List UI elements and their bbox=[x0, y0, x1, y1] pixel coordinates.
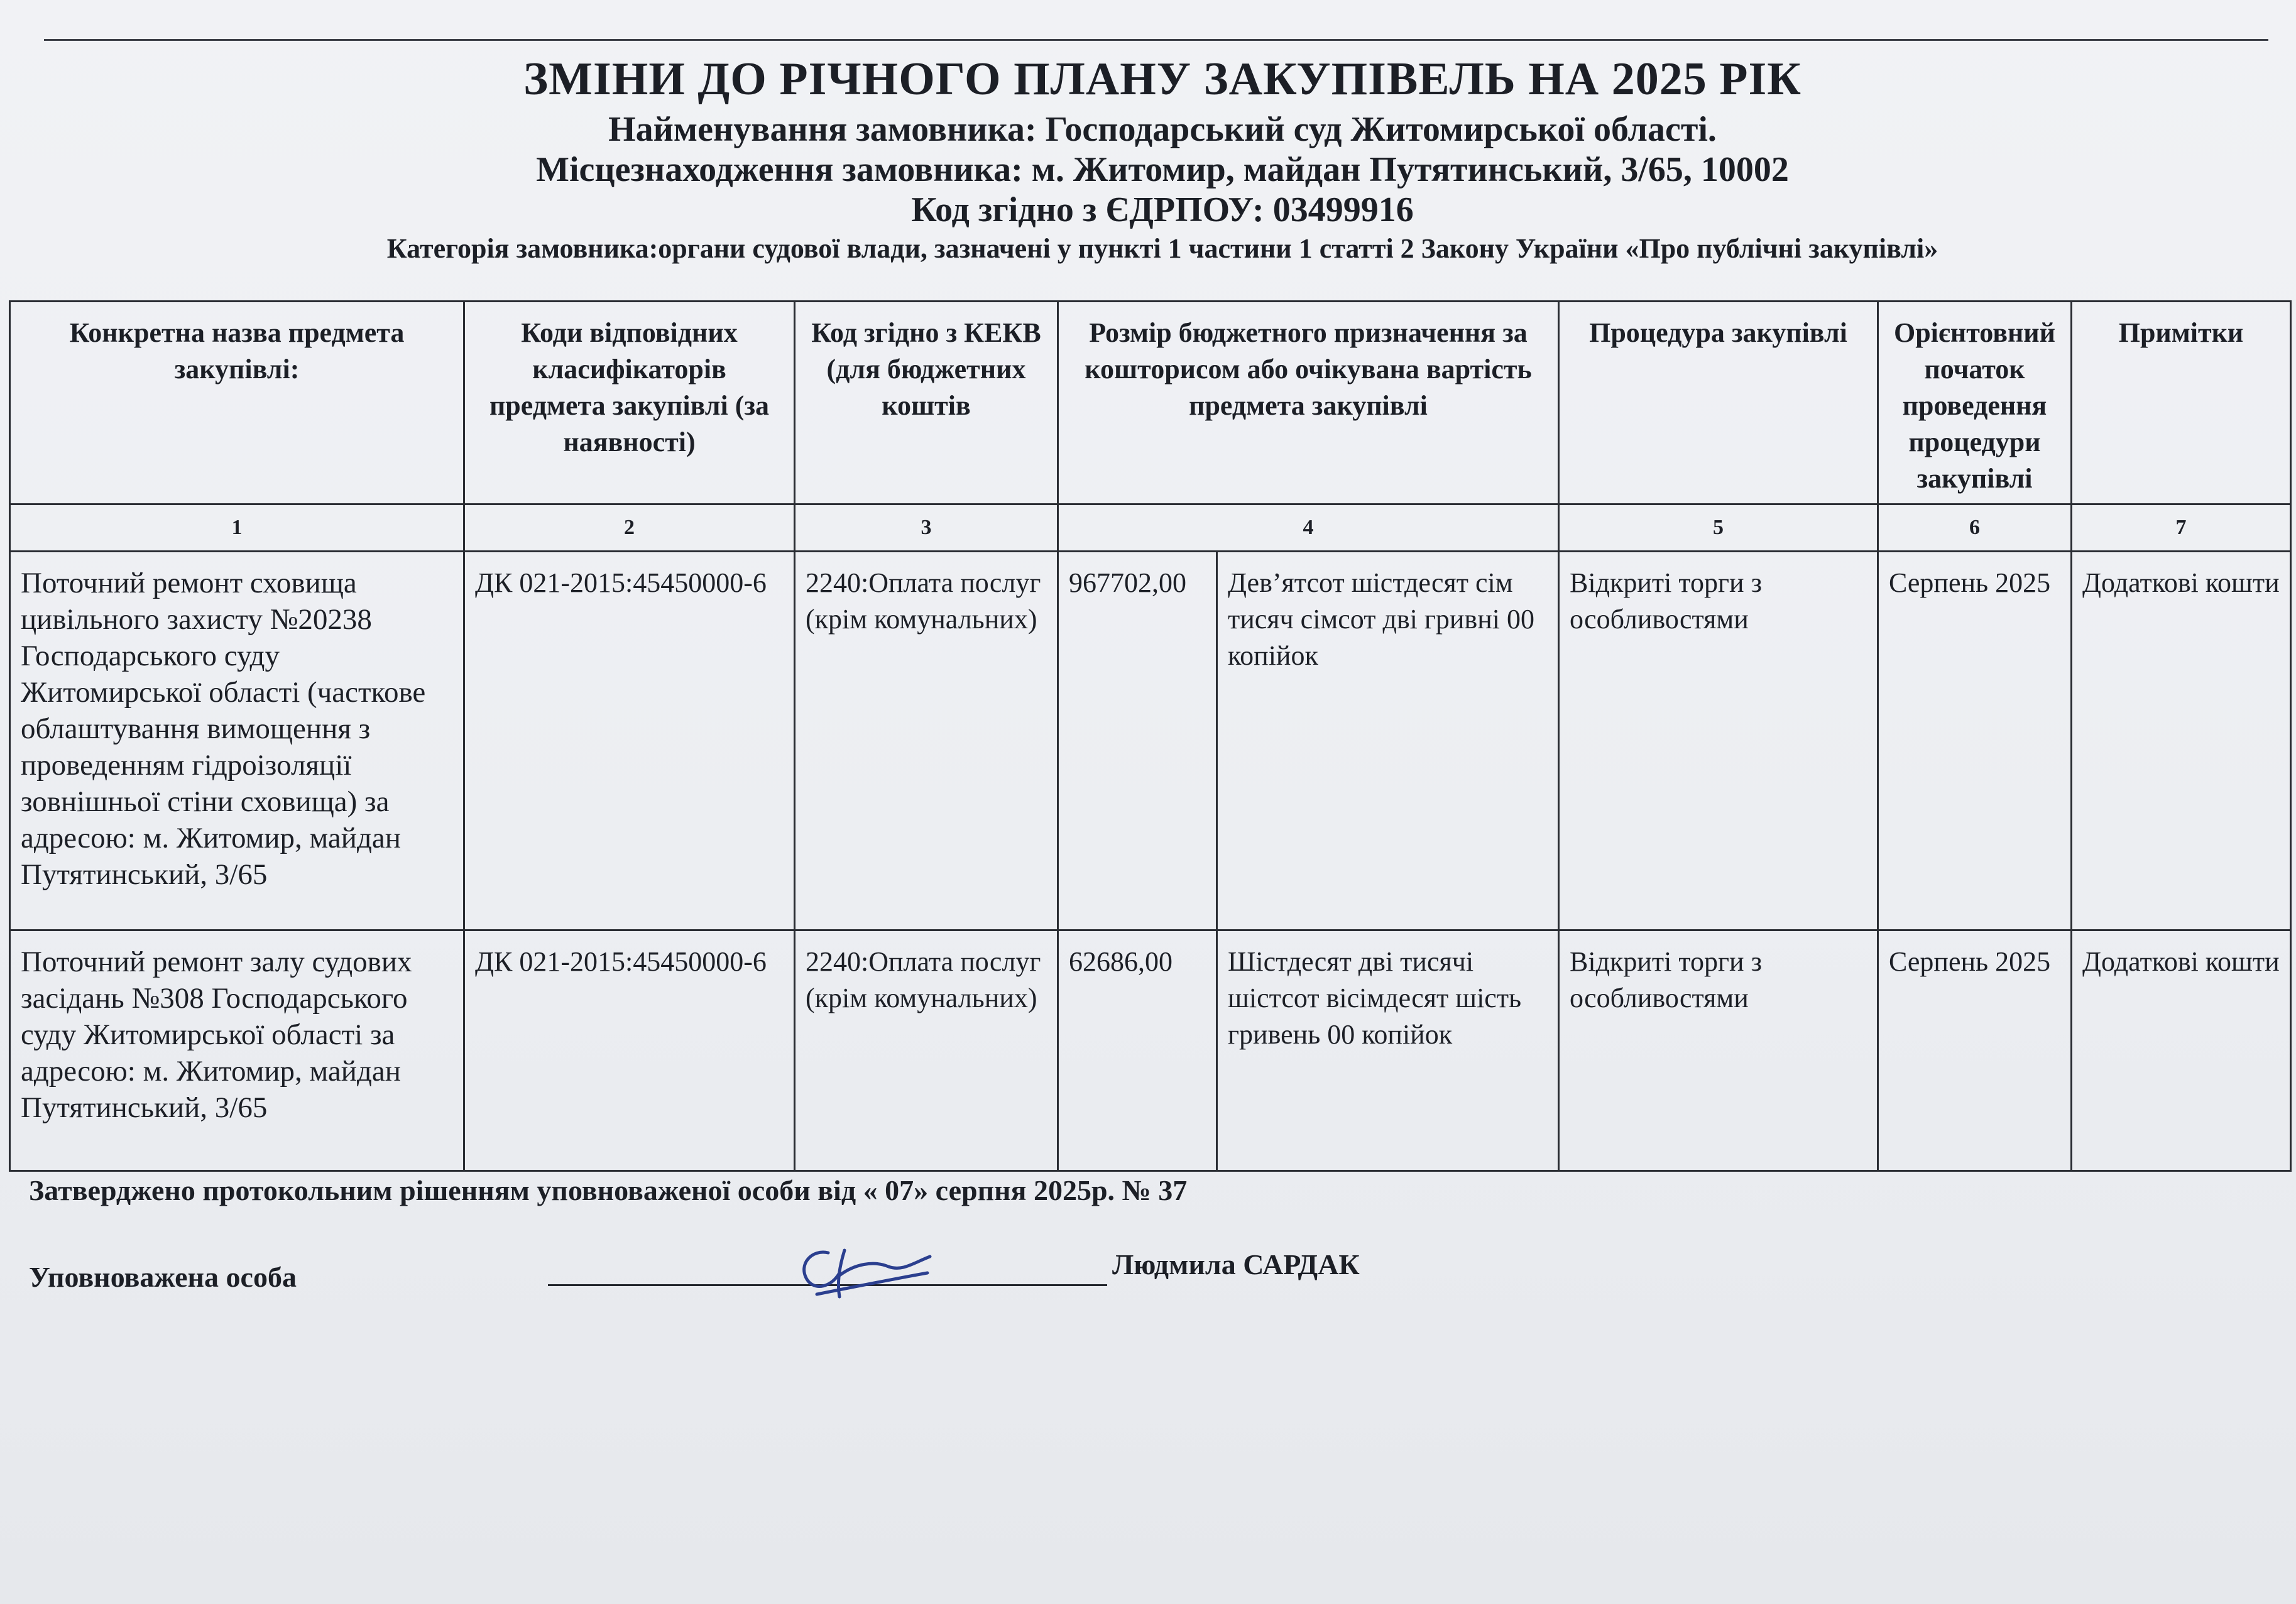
top-rule bbox=[44, 39, 2268, 41]
column-number: 7 bbox=[2072, 505, 2291, 552]
column-number: 1 bbox=[10, 505, 464, 552]
approval-statement: Затверджено протокольним рішенням уповноваженої особи від « 07» серпня 2025р. № 37 bbox=[29, 1174, 1188, 1206]
header-budget-amount: Розмір бюджетного призначення за кошторисом або очікувана вартість предмета закупівлі bbox=[1058, 302, 1559, 505]
start-date-cell: Серпень 2025 bbox=[1878, 552, 2072, 930]
header-start-date: Орієнтовний початок проведення процедури закупівлі bbox=[1878, 302, 2072, 505]
column-number-row bbox=[10, 505, 2291, 552]
classifier-cell: ДК 021-2015:45450000-6 bbox=[464, 930, 795, 1171]
notes-cell: Додаткові кошти bbox=[2072, 930, 2291, 1171]
customer-category: Категорія замовника:органи судової влади, зазначені у пункті 1 частини 1 статті 2 Закону України «Про публічні закупівлі» bbox=[386, 233, 1938, 264]
column-number: 6 bbox=[1878, 505, 2072, 552]
header-procedure: Процедура закупівлі bbox=[1559, 302, 1878, 505]
column-number: 3 bbox=[795, 505, 1058, 552]
subject-name-cell: Поточний ремонт залу судових засідань №308 Господарського суду Житомирської області за адресою: м. Житомир, майдан Путятинський, 3/65 bbox=[10, 930, 464, 1171]
header-classifier-codes: Коди відповідних класифікаторів предмета закупівлі (за наявності) bbox=[464, 302, 795, 505]
signature-icon bbox=[779, 1231, 943, 1307]
table-row bbox=[10, 552, 2291, 930]
kekv-cell: 2240:Оплата послуг (крім комунальних) bbox=[795, 930, 1058, 1171]
column-number: 4 bbox=[1058, 505, 1559, 552]
column-number: 5 bbox=[1559, 505, 1878, 552]
procedure-cell: Відкриті торги з особливостями bbox=[1559, 930, 1878, 1171]
amount-cell: 967702,00 bbox=[1058, 552, 1217, 930]
kekv-cell: 2240:Оплата послуг (крім комунальних) bbox=[795, 552, 1058, 930]
amount-words-cell: Шістдесят дві тисячі шістсот вісімдесят шість гривень 00 копійок bbox=[1217, 930, 1559, 1171]
customer-name: Найменування замовника: Господарський суд Житомирської області. bbox=[608, 110, 1717, 149]
edrpou-code: Код згідно з ЄДРПОУ: 03499916 bbox=[911, 190, 1414, 229]
column-number: 2 bbox=[464, 505, 795, 552]
authorized-person-label: Уповноважена особа bbox=[29, 1261, 297, 1293]
table-header-row bbox=[10, 302, 2291, 505]
start-date-cell: Серпень 2025 bbox=[1878, 930, 2072, 1171]
table-row bbox=[10, 930, 2291, 1171]
document-header bbox=[0, 49, 2296, 268]
procedure-cell: Відкриті торги з особливостями bbox=[1559, 552, 1878, 930]
subject-name-cell: Поточний ремонт сховища цивільного захисту №20238 Господарського суду Житомирської області (часткове облаштування вимощення з проведенням гідроізоляції зовнішньої стіни сховища) за адресою: м. Житомир, майдан Путятинський, 3/65 bbox=[10, 552, 464, 930]
amount-words-cell: Дев’ятсот шістдесят сім тисяч сімсот дві гривні 00 копійок bbox=[1217, 552, 1559, 930]
classifier-cell: ДК 021-2015:45450000-6 bbox=[464, 552, 795, 930]
notes-cell: Додаткові кошти bbox=[2072, 552, 2291, 930]
customer-location: Місцезнаходження замовника: м. Житомир, майдан Путятинський, 3/65, 10002 bbox=[536, 150, 1789, 189]
header-kekv-code: Код згідно з КЕКВ (для бюджетних коштів bbox=[795, 302, 1058, 505]
signer-name: Людмила САРДАК bbox=[1112, 1248, 1360, 1280]
document-title: ЗМІНИ ДО РІЧНОГО ПЛАНУ ЗАКУПІВЕЛЬ НА 2025 РІК bbox=[523, 53, 1801, 105]
header-subject-name: Конкретна назва предмета закупівлі: bbox=[10, 302, 464, 505]
amount-cell: 62686,00 bbox=[1058, 930, 1217, 1171]
procurement-plan-table bbox=[9, 300, 2292, 1172]
header-notes: Примітки bbox=[2072, 302, 2291, 505]
